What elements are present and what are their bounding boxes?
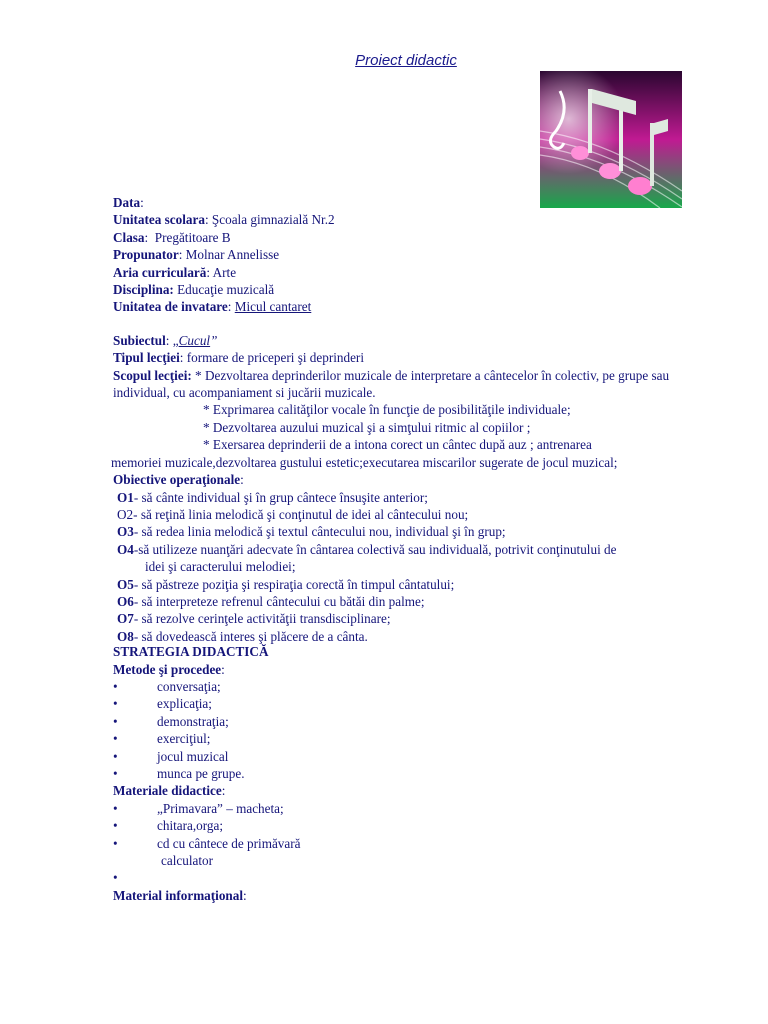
scoala-value: Şcoala gimnazială Nr.2 (211, 212, 335, 228)
tipul-label: Tipul lecţiei (113, 350, 180, 366)
materiale-label: Materiale didactice (113, 783, 222, 799)
list-item: • demonstraţia; (113, 713, 713, 730)
objective-item: O3- să redea linia melodică şi textul cântecului nou, individual şi în grup; (117, 524, 506, 540)
bullet-icon (113, 817, 157, 834)
data-label: Data (113, 195, 141, 210)
subiect-quote-open: „ (172, 332, 179, 348)
document-body: Data: Unitatea scolara: Şcoala gimnazială Nr.2 Clasa: Pregătitoare B Propunator: Molnar Annelisse Aria curriculară: Arte Disciplina: Educaţie muzicală Unitatea de invatare: Micul cantaret Subiectul: „Cucul” Tipul lecţiei: formare de priceperi şi deprinderi Scopul lecţiei: * Dezvoltarea deprinderilor muzicale de interpretare a cântecelor în colectiv, pe grupe sau individual, cu acompaniament si jucării muzicale. * Exprimarea calităţilor vocale în funcţie de posibilităţile individuale; * Dezvoltarea auzului muzical şi a simţului ritmic al copiilor ; * Exersarea deprinderii de a intona corect un cântec după auz ; antrenarea memoriei muzicale,dezvoltarea gustului estetic;executarea miscarilor sugerate de jocul muzical; Obiective operaţionale: O1- să cânte individual şi în grup cântece însuşite anterior; O2- să reţină linia melodică şi conţinutul de idei al cântecului nou; O3- să redea linia melodică şi textul cântecului nou, individual şi în grup; O4-să utilizeze nuanţări adecvate în cântarea colectivă sau individuală, potrivit conţinutului de idei şi caracterului melodiei; O5- să păstreze poziţia şi respiraţia corectă în timpul cântatului; O6- să interpreteze refrenul cântecului cu bătăi din palme; O7- să rezolve cerinţele activităţii transdisciplinare; O8- să dovedească interes şi plăcere de a cânta. STRATEGIA DIDACTICĂ Metode şi procedee: • conversaţia; • explicaţia; • demonstraţia; • exerciţiul; • jocul muzical • munca pe grupe. Materiale didactice: • „Primavara” – macheta; • chitara,orga; • cd cu cântece de primăvară calculator • Material informaţional: (113, 194, 713, 904)
list-item: • jocul muzical (113, 748, 713, 765)
material-info-label: Material informaţional (113, 887, 244, 903)
music-notes-icon (540, 71, 682, 208)
list-item: • exerciţiul; (113, 730, 713, 747)
scoala-label: Unitatea scolara (113, 212, 205, 228)
bullet-icon (113, 695, 157, 712)
aria-label: Aria curriculară (113, 264, 207, 280)
list-item: • munca pe grupe. (113, 765, 713, 782)
bullet-icon (113, 748, 157, 765)
list-item: • „Primavara” – macheta; (113, 800, 713, 817)
clasa-label: Clasa (113, 229, 145, 245)
obiective-label: Obiective operaţionale (113, 472, 241, 488)
subiect-quote-close: ” (210, 332, 218, 348)
disciplina-value: Educaţie muzicală (177, 282, 275, 298)
bullet-icon (113, 869, 157, 886)
list-item: • cd cu cântece de primăvară (113, 835, 713, 852)
subiect-label: Subiectul (113, 332, 166, 348)
scopul-line4b: memoriei muzicale,dezvoltarea gustului estetic;executarea miscarilor sugerate de jocul muzical; (111, 454, 618, 470)
scopul-line4a: * Exersarea deprinderii de a intona corect un cântec după auz ; antrenarea (203, 437, 592, 453)
objective-item-cont: idei şi caracterului melodiei; (145, 559, 296, 575)
list-item: • explicaţia; (113, 695, 713, 712)
disciplina-label: Disciplina: (113, 282, 174, 298)
bullet-icon (113, 730, 157, 747)
bullet-icon (113, 765, 157, 782)
scopul-line2: * Exprimarea calităţilor vocale în funcţie de posibilităţile individuale; (203, 402, 571, 418)
objective-item: O1- să cânte individual şi în grup cântece însuşite anterior; (117, 489, 428, 505)
objective-item: O4-să utilizeze nuanţări adecvate în cântarea colectivă sau individuală, potrivit conţinutului de (117, 541, 617, 557)
scopul-line1: * Dezvoltarea deprinderilor muzicale de interpretare a cântecelor în colectiv, pe grupe sau individual, cu acompaniament si jucării muzicale. (113, 367, 670, 401)
subiect-value: Cucul (178, 332, 211, 348)
objective-item: O5- să păstreze poziţia şi respiraţia corectă în timpul cântatului; (117, 576, 455, 592)
aria-value: Arte (212, 264, 237, 280)
bullet-icon (113, 835, 157, 852)
invatare-label: Unitatea de invatare (113, 299, 228, 315)
propunator-label: Propunator (113, 247, 179, 263)
bullet-icon (113, 800, 157, 817)
tipul-value: formare de priceperi şi deprinderi (186, 350, 364, 366)
page-title: Proiect didactic (355, 52, 457, 69)
bullet-icon (113, 713, 157, 730)
objective-item: O2- să reţină linia melodică şi conţinutul de idei al cântecului nou; (117, 506, 469, 522)
scopul-label: Scopul lecţiei: (113, 367, 192, 383)
invatare-value: Micul cantaret (234, 299, 312, 315)
list-item-empty (113, 869, 713, 886)
scopul-line3: * Dezvoltarea auzului muzical şi a simţului ritmic al copiilor ; (203, 419, 531, 435)
metode-label: Metode şi procedee (113, 661, 222, 677)
clasa-value: Pregătitoare B (154, 229, 231, 245)
objective-item: O7- să rezolve cerinţele activităţii transdisciplinare; (117, 611, 391, 627)
objective-item: O8- să dovedească interes şi plăcere de a cânta. (117, 628, 368, 644)
list-item: • chitara,orga; (113, 817, 713, 834)
bullet-icon (113, 678, 157, 695)
propunator-value: Molnar Annelisse (185, 247, 280, 263)
objective-item: O6- să interpreteze refrenul cântecului cu bătăi din palme; (117, 593, 425, 609)
strategia-heading: STRATEGIA DIDACTICĂ (113, 644, 269, 660)
list-item: • conversaţia; (113, 678, 713, 695)
materiale-extra: calculator (161, 853, 213, 869)
